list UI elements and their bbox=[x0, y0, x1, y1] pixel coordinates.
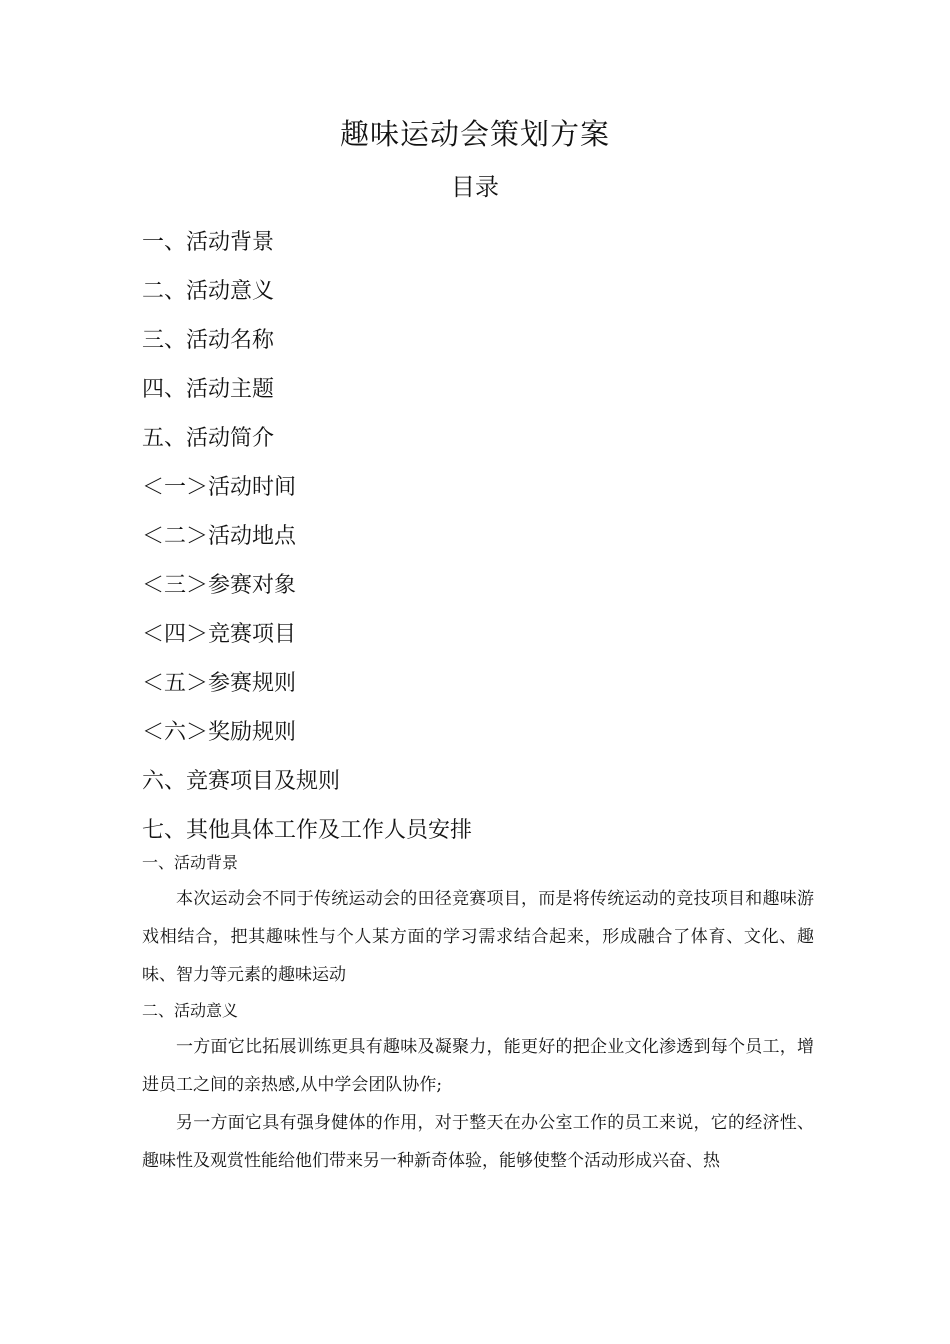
toc-item[interactable]: 三、活动名称 bbox=[142, 328, 275, 353]
toc-item[interactable]: 七、其他具体工作及工作人员安排 bbox=[142, 818, 473, 843]
toc-item[interactable]: ＜四＞竞赛项目 bbox=[142, 622, 297, 647]
toc-item[interactable]: 一、活动背景 bbox=[142, 230, 275, 255]
toc-item[interactable]: ＜三＞参赛对象 bbox=[142, 573, 297, 598]
table-of-contents bbox=[142, 218, 472, 855]
document-body bbox=[142, 848, 814, 1180]
paragraph: 本次运动会不同于传统运动会的田径竞赛项目，而是将传统运动的竞技项目和趣味游戏相结合，把其趣味性与个人某方面的学习需求结合起来，形成融合了体育、文化、趣味、智力等元素的趣味运动 bbox=[142, 889, 814, 985]
toc-item[interactable]: 五、活动简介 bbox=[142, 426, 275, 451]
toc-item[interactable]: 四、活动主题 bbox=[142, 377, 275, 402]
toc-item[interactable]: ＜二＞活动地点 bbox=[142, 524, 297, 549]
toc-title: 目录 bbox=[451, 173, 499, 201]
document-title: 趣味运动会策划方案 bbox=[339, 117, 610, 151]
paragraph: 另一方面它具有强身健体的作用，对于整天在办公室工作的员工来说，它的经济性、趣味性及观赏性能给他们带来另一种新奇体验，能够使整个活动形成兴奋、热 bbox=[142, 1113, 814, 1171]
toc-item[interactable]: ＜五＞参赛规则 bbox=[142, 671, 297, 696]
section-heading-background: 一、活动背景 bbox=[142, 853, 239, 872]
section-heading-significance: 二、活动意义 bbox=[142, 1001, 239, 1020]
toc-item[interactable]: 二、活动意义 bbox=[142, 279, 275, 304]
toc-item[interactable]: 六、竞赛项目及规则 bbox=[142, 769, 341, 794]
toc-item[interactable]: ＜六＞奖励规则 bbox=[142, 720, 297, 745]
paragraph: 一方面它比拓展训练更具有趣味及凝聚力，能更好的把企业文化渗透到每个员工，增进员工之间的亲热感,从中学会团队协作; bbox=[142, 1037, 814, 1095]
toc-item[interactable]: ＜一＞活动时间 bbox=[142, 475, 297, 500]
